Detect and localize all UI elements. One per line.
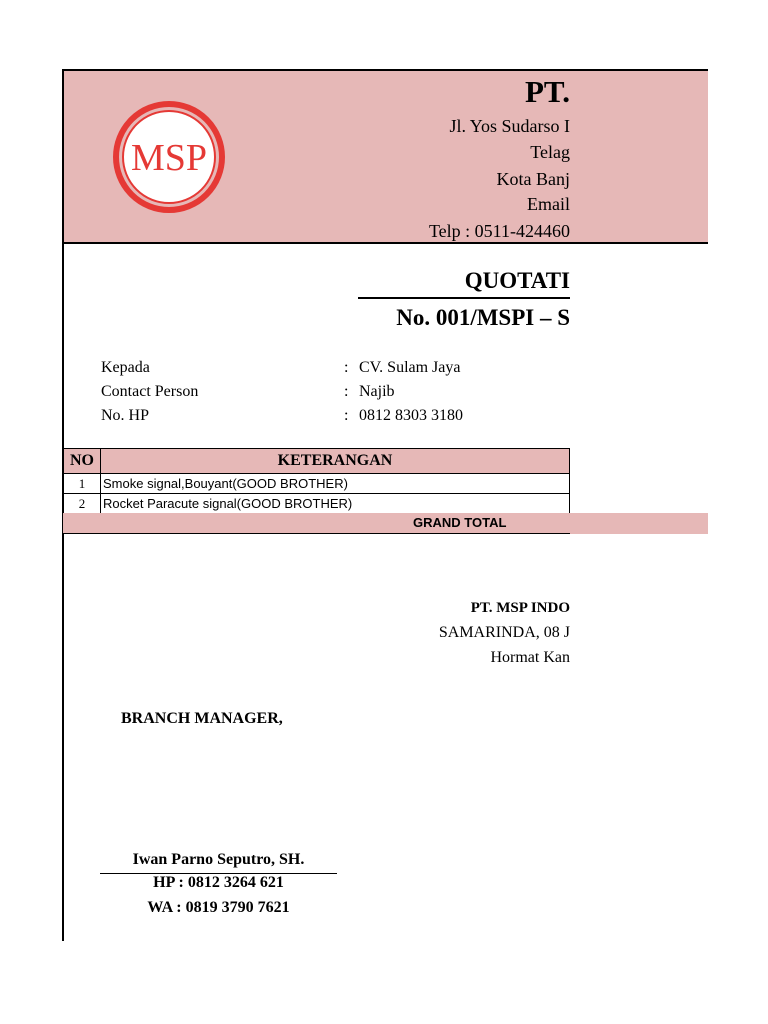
table-header-row bbox=[64, 449, 570, 474]
email-label: Email bbox=[527, 194, 570, 214]
address-line-2: Telag bbox=[530, 142, 570, 162]
phone-label: No. HP bbox=[101, 407, 150, 424]
telephone: Telp : 0511-424460 bbox=[428, 221, 570, 241]
items-table bbox=[63, 448, 570, 514]
colon: : bbox=[344, 407, 349, 424]
place-date: SAMARINDA, 08 J bbox=[438, 624, 570, 641]
signature-company: PT. MSP INDO bbox=[470, 600, 570, 616]
address-line-3: Kota Banj bbox=[496, 169, 570, 189]
greeting: Hormat Kan bbox=[490, 649, 570, 666]
signer-name: Iwan Parno Seputro, SH. bbox=[132, 851, 305, 868]
row-description: Smoke signal,Bouyant(GOOD BROTHER) bbox=[101, 474, 570, 494]
row-description: Rocket Paracute signal(GOOD BROTHER) bbox=[101, 494, 570, 514]
colon: : bbox=[344, 383, 349, 400]
phone-value: 0812 8303 3180 bbox=[359, 407, 463, 424]
svg-text:MSP: MSP bbox=[130, 137, 208, 179]
signer-wa: WA : 0819 3790 7621 bbox=[147, 899, 290, 916]
grand-total-band bbox=[570, 513, 708, 534]
row-no: 1 bbox=[64, 474, 101, 494]
grand-total-row bbox=[63, 513, 570, 534]
header-keterangan: KETERANGAN bbox=[101, 449, 570, 474]
title-underline bbox=[358, 297, 570, 299]
table-row bbox=[64, 494, 570, 514]
company-logo bbox=[112, 100, 226, 214]
to-label: Kepada bbox=[101, 359, 150, 376]
colon: : bbox=[344, 359, 349, 376]
table-row bbox=[64, 474, 570, 494]
contact-label: Contact Person bbox=[101, 383, 199, 400]
contact-value: Najib bbox=[359, 383, 395, 400]
document-number: No. 001/MSPI – S bbox=[396, 305, 570, 330]
document-title: QUOTATI bbox=[464, 268, 570, 293]
signer-hp: HP : 0812 3264 621 bbox=[153, 874, 284, 891]
to-value: CV. Sulam Jaya bbox=[359, 359, 461, 376]
header-no: NO bbox=[64, 449, 101, 474]
company-name: PT. bbox=[524, 74, 570, 109]
signer-position: BRANCH MANAGER, bbox=[121, 710, 283, 727]
grand-total-label: GRAND TOTAL bbox=[413, 515, 507, 530]
row-no: 2 bbox=[64, 494, 101, 514]
address-line-1: Jl. Yos Sudarso I bbox=[449, 116, 570, 136]
